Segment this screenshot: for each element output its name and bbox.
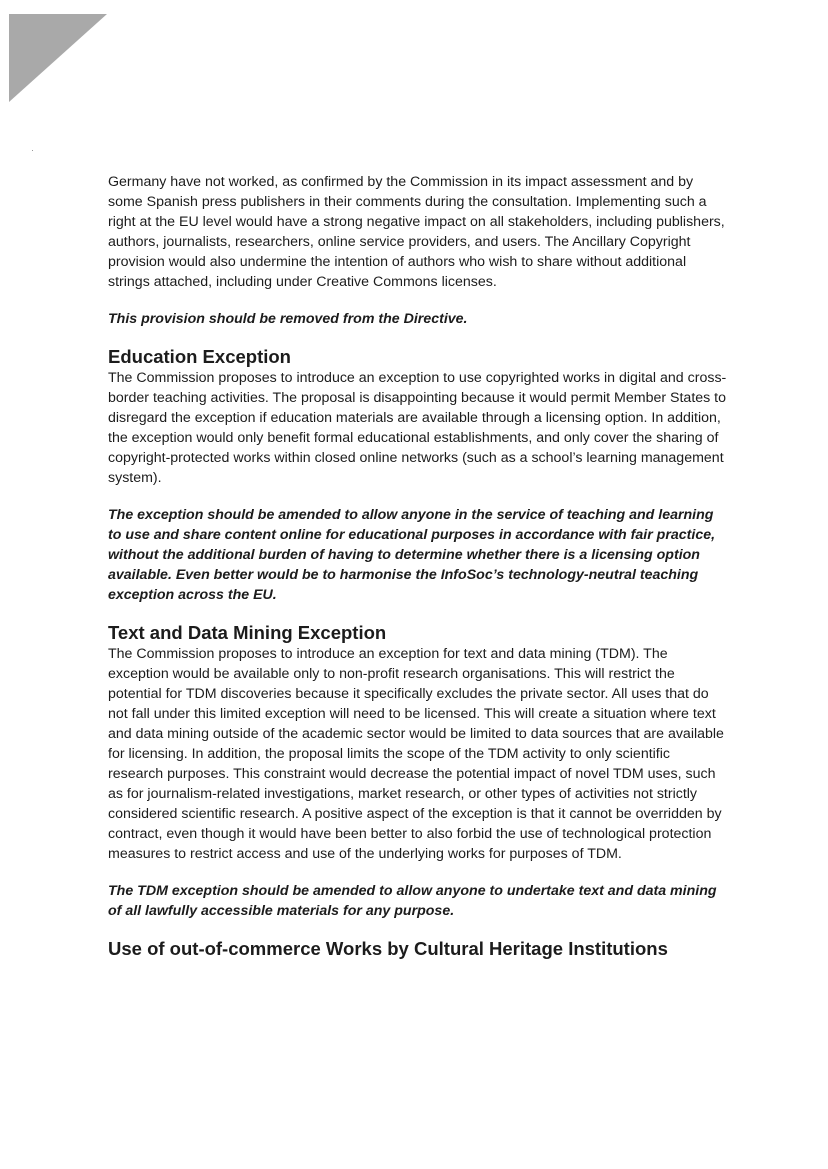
folded-corner-mark — [9, 14, 107, 102]
page-content — [108, 172, 728, 960]
recommendation-tdm-exception: The TDM exception should be amended to allow anyone to undertake text and data mining of all lawfully accessible materials for any purpose. — [108, 883, 717, 919]
heading-out-of-commerce-works: Use of out-of-commerce Works by Cultural Heritage Institutions — [108, 938, 668, 959]
recommendation-remove-provision: This provision should be removed from the Directive. — [108, 311, 468, 327]
paragraph-education-exception: The Commission proposes to introduce an exception to use copyrighted works in digital and cross-border teaching activities. The proposal is disappointing because it would permit Member States to disregard the exception if education materials are available through a licensing option. In addition, the exception would only benefit formal educational establishments, and only cover the sharing of copyright-protected works within closed online networks (such as a school’s learning management system). — [108, 370, 727, 486]
scan-speck — [32, 150, 33, 151]
heading-education-exception: Education Exception — [108, 346, 291, 367]
paragraph-ancillary-copyright: Germany have not worked, as confirmed by the Commission in its impact assessment and by some Spanish press publishers in their comments during the consultation. Implementing such a right at the EU level would have a strong negative impact on all stakeholders, including publishers, authors, journalists, researchers, online service providers, and users. The Ancillary Copyright provision would also undermine the intention of authors who wish to share without additional strings attached, including under Creative Commons licenses. — [108, 174, 725, 290]
heading-tdm-exception: Text and Data Mining Exception — [108, 622, 387, 643]
recommendation-education-exception: The exception should be amended to allow anyone in the service of teaching and learning to use and share content online for educational purposes in accordance with fair practice, without the additional burden of having to determine whether there is a licensing option available. Even better would be to harmonise the InfoSoc’s technology-neutral teaching exception across the EU. — [108, 507, 716, 603]
paragraph-tdm-exception: The Commission proposes to introduce an exception for text and data mining (TDM). The exception would be available only to non-profit research organisations. This will restrict the potential for TDM discoveries because it specifically excludes the private sector. All uses that do not fall under this limited exception will need to be licensed. This will create a situation where text and data mining outside of the academic sector would be limited to data sources that are available for licensing. In addition, the proposal limits the scope of the TDM activity to only scientific research purposes. This constraint would decrease the potential impact of novel TDM uses, such as for journalism-related investigations, market research, or other types of activities not strictly considered scientific research. A positive aspect of the exception is that it cannot be overridden by contract, even though it would have been better to also forbid the use of technological protection measures to restrict access and use of the underlying works for purposes of TDM. — [108, 646, 724, 862]
